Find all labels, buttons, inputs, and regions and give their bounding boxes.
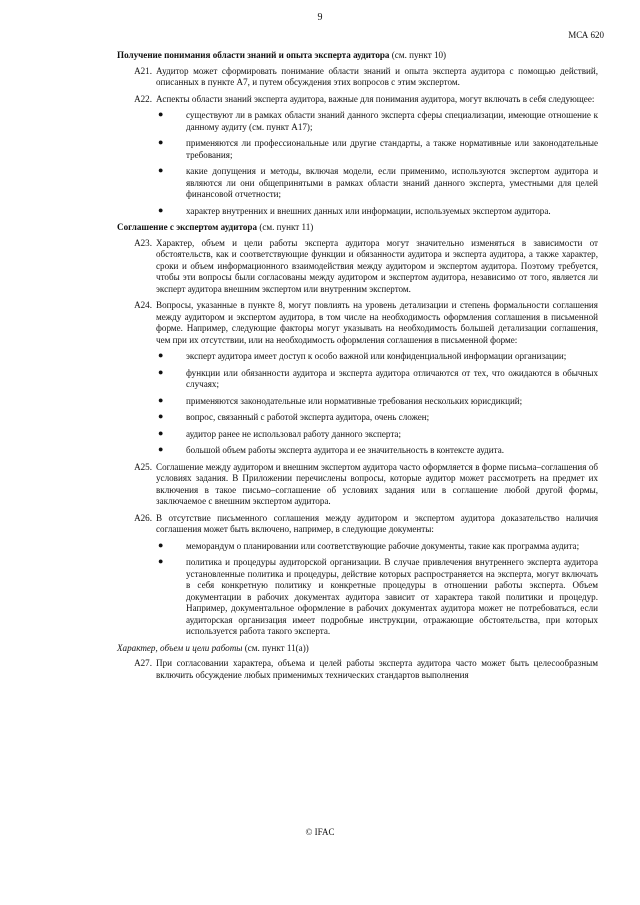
bullet-icon: ● [158, 444, 164, 454]
paragraph-a21 [120, 66, 598, 89]
bullet-icon: ● [158, 109, 164, 119]
paragraph-label: A27. [134, 658, 152, 668]
section-ref: (см. пункт 10) [391, 50, 447, 60]
bullet-list-a26 [120, 541, 598, 638]
list-item-text: функции или обязанности аудитора и эксперта аудитора отличаются от тех, что ожидаются в обычных случаях; [186, 367, 598, 389]
bullet-icon: ● [158, 539, 164, 550]
section-title: Соглашение с экспертом аудитора [117, 222, 258, 232]
list-item [120, 368, 598, 391]
section-title: Характер, объем и цели работы [117, 642, 243, 653]
paragraph-label: A26. [134, 512, 152, 523]
paragraph-text: В отсутствие письменного соглашения между аудитором и экспертом аудитора доказательство наличия соглашения может быть включено, например, в следующие документы: [156, 512, 598, 534]
list-item-text: меморандум о планировании или соответствующие рабочие документы, такие как программа аудита; [186, 540, 580, 551]
list-item [120, 541, 598, 553]
page-number: 9 [317, 12, 323, 23]
bullet-icon: ● [158, 204, 164, 215]
paragraph-text: Аудитор может сформировать понимание области знаний и опыта эксперта аудитора с помощью действий, описанных в пункте A7, и путем обсуждения этих вопросов с этим экспертом. [156, 65, 598, 87]
paragraph-a22 [120, 94, 598, 106]
list-item [120, 206, 598, 218]
list-item [120, 351, 598, 363]
list-item-text: характер внутренних и внешних данных или информации, используемых экспертом аудитора. [186, 205, 551, 216]
section-ref: (см. пункт 11(а)) [244, 642, 309, 653]
section-title: Получение понимания области знаний и опыта эксперта аудитора [117, 50, 390, 60]
list-item-text: аудитор ранее не использовал работу данного эксперта; [186, 428, 401, 439]
bullet-icon: ● [158, 427, 164, 438]
bullet-icon: ● [158, 350, 164, 360]
list-item-text: применяются ли профессиональные или другие стандарты, а также нормативные или законодательные требования; [186, 138, 598, 160]
copyright-footer: © IFAC [305, 827, 335, 837]
paragraph-a23 [120, 238, 598, 296]
paragraph-a24 [120, 300, 598, 346]
list-item [120, 110, 598, 133]
bullet-icon: ● [158, 366, 164, 377]
paragraph-text: Характер, объем и цели работы эксперта аудитора могут значительно изменяться в зависимости от обстоятельств, как и соответствующие функции и обязанности аудитора и эксперта аудитора, а также характер, сроки и объем информационного взаимодействия между аудитором и экспертом аудитора. Поэтому требуется, чтобы эти вопросы были согласованы между аудитором и экспертом аудитора, независимо от того, является ли эксперт аудитора внешним экспертом или внутренним экспертом. [156, 237, 598, 294]
list-item [120, 429, 598, 441]
paragraph-text: При согласовании характера, объема и целей работы эксперта аудитора часто может быть целесообразным включить обсуждение любых применимых технических стандартов выполнения [156, 658, 598, 680]
list-item [120, 138, 598, 161]
section-heading-expertise [117, 50, 598, 62]
bullet-icon: ● [158, 556, 164, 566]
list-item [120, 396, 598, 408]
list-item-text: существуют ли в рамках области знаний данного эксперта сферы специализации, имеющие отношение к данному аудиту (см. пункт A17); [186, 110, 598, 132]
list-item-text: применяются законодательные или нормативные требования нескольких юрисдикций; [186, 395, 523, 406]
list-item-text: какие допущения и методы, включая модели, если применимо, используются экспертом аудитора и являются ли они общепринятыми в рамках области знаний данного эксперта, уместными для целей финансовой отчетности; [186, 166, 598, 199]
list-item [120, 166, 598, 201]
paragraph-a27 [120, 658, 598, 681]
list-item-text: политика и процедуры аудиторской организации. В случае привлечения внутреннего эксперта аудитора установленные политика и процедуры, действие которых распространяется на эксперта, могут включать в себя конкретную политику и конкретные процедуры в отношении работы эксперта. Объем документации в рабочих документах аудитора зависит от характера такой политики и процедур. Например, документальное оформление в рабочих документах аудитора может не потребоваться, если аудиторская организация имеет подробные инструкции, отражающие обстоятельства, при которых используется работа такого эксперта. [186, 557, 598, 636]
paragraph-a26 [120, 513, 598, 536]
bullet-list-a22 [120, 110, 598, 217]
paragraph-label: A22. [134, 93, 152, 104]
list-item [120, 412, 598, 424]
paragraph-label: A21. [134, 65, 152, 76]
list-item [120, 557, 598, 638]
list-item-text: большой объем работы эксперта аудитора и ее значительность в контексте аудита. [186, 445, 505, 455]
paragraph-a25 [120, 462, 598, 508]
document-body [117, 50, 598, 686]
bullet-icon: ● [158, 394, 164, 405]
bullet-icon: ● [158, 411, 164, 421]
bullet-icon: ● [158, 137, 164, 147]
paragraph-text: Аспекты области знаний эксперта аудитора, важные для понимания аудитора, могут включать в себя следующее: [156, 93, 595, 104]
section-heading-nature-scope [117, 643, 598, 655]
paragraph-label: A25. [134, 461, 152, 472]
paragraph-text: Соглашение между аудитором и внешним экспертом аудитора часто оформляется в форме письма–соглашения об условиях задания. В Приложении перечислены вопросы, которые аудитор может рассмотреть на предмет их включения в такое письмо–соглашение об условиях задания или в соглашение любой другой формы, заключаемое с внешним экспертом аудитора. [156, 461, 598, 506]
section-heading-agreement [117, 222, 598, 234]
list-item [120, 445, 598, 457]
bullet-list-a24 [120, 351, 598, 457]
standard-label: МСА 620 [568, 30, 604, 40]
bullet-icon: ● [158, 165, 164, 175]
list-item-text: вопрос, связанный с работой эксперта аудитора, очень сложен; [186, 412, 430, 422]
section-ref: (см. пункт 11) [259, 222, 314, 232]
list-item-text: эксперт аудитора имеет доступ к особо важной или конфиденциальной информации организации; [186, 351, 567, 361]
paragraph-label: A24. [134, 300, 152, 310]
paragraph-label: A23. [134, 237, 152, 248]
paragraph-text: Вопросы, указанные в пункте 8, могут повлиять на уровень детализации и степень формальности соглашения между аудитором и экспертом аудитора, в том числе на необходимость оформления соглашения в письменной форме. Например, следующие факторы могут указывать на необходимость большей детализации соглашения, чем при их отсутствии, или на необходимость оформления соглашения в письменной форме: [156, 300, 598, 345]
